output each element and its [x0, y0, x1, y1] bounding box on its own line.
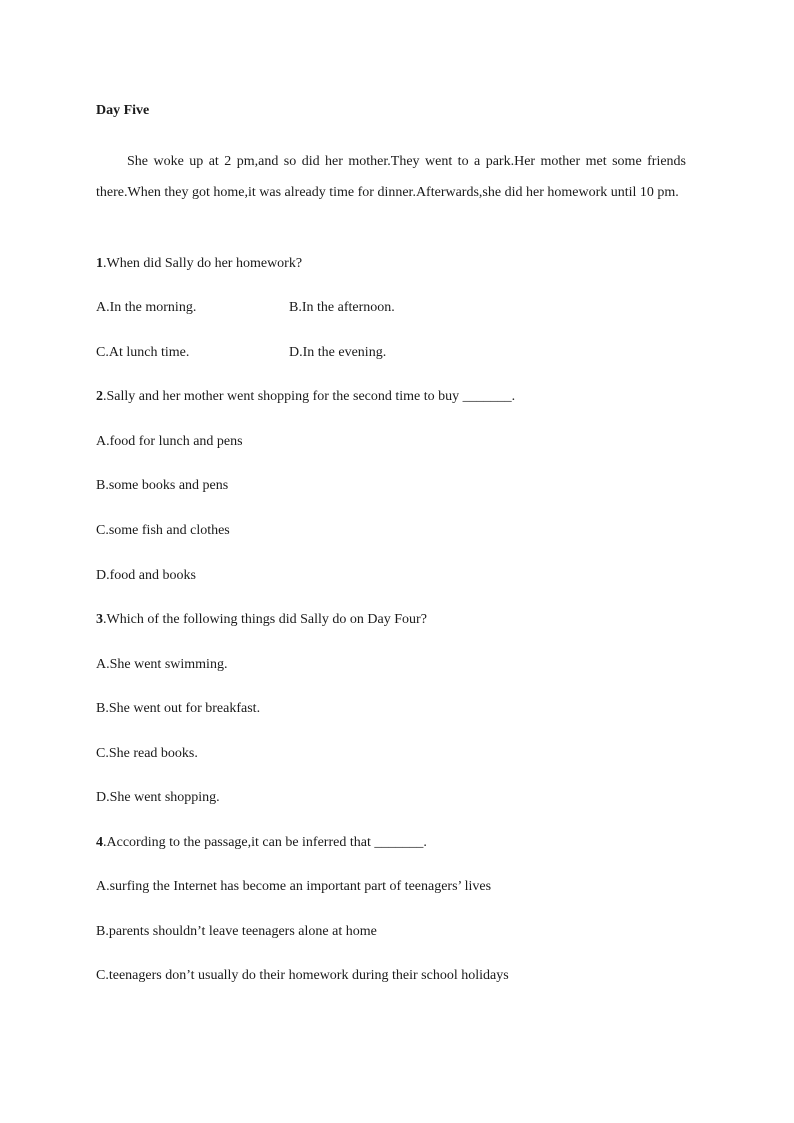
option-4b: B.parents shouldn’t leave teenagers alone at home [96, 924, 377, 939]
option-3c: C.She read books. [96, 746, 198, 761]
option-1c: C.At lunch time. [96, 345, 190, 360]
question-stem: .Sally and her mother went shopping for the second time to buy _______. [103, 389, 516, 404]
passage-text: She woke up at 2 pm,and so did her mother.They went to a park.Her mother met some friends there.When they got home,it was already time for dinner.Afterwards,she did her homework until 10 pm. [96, 154, 686, 200]
question-stem: .According to the passage,it can be inferred that _______. [103, 835, 427, 850]
option-3d: D.She went shopping. [96, 790, 220, 805]
question-number: 4 [96, 835, 103, 850]
reading-passage [96, 146, 686, 208]
option-2d: D.food and books [96, 568, 196, 583]
option-3b: B.She went out for breakfast. [96, 701, 261, 716]
question-4 [96, 835, 427, 851]
option-1b: B.In the afternoon. [289, 300, 395, 315]
question-number: 1 [96, 256, 103, 271]
question-1 [96, 256, 302, 272]
option-4c: C.teenagers don’t usually do their homework during their school holidays [96, 968, 509, 983]
question-3 [96, 612, 427, 628]
section-heading: Day Five [96, 103, 150, 118]
option-1a: A.In the morning. [96, 300, 197, 315]
question-stem: .When did Sally do her homework? [103, 256, 303, 271]
option-4a: A.surfing the Internet has become an important part of teenagers’ lives [96, 879, 492, 894]
option-2b: B.some books and pens [96, 478, 229, 493]
question-stem: .Which of the following things did Sally do on Day Four? [103, 612, 427, 627]
question-2 [96, 389, 515, 405]
question-number: 3 [96, 612, 103, 627]
option-3a: A.She went swimming. [96, 657, 228, 672]
option-2a: A.food for lunch and pens [96, 434, 243, 449]
question-number: 2 [96, 389, 103, 404]
option-2c: C.some fish and clothes [96, 523, 230, 538]
option-1d: D.In the evening. [289, 345, 387, 360]
